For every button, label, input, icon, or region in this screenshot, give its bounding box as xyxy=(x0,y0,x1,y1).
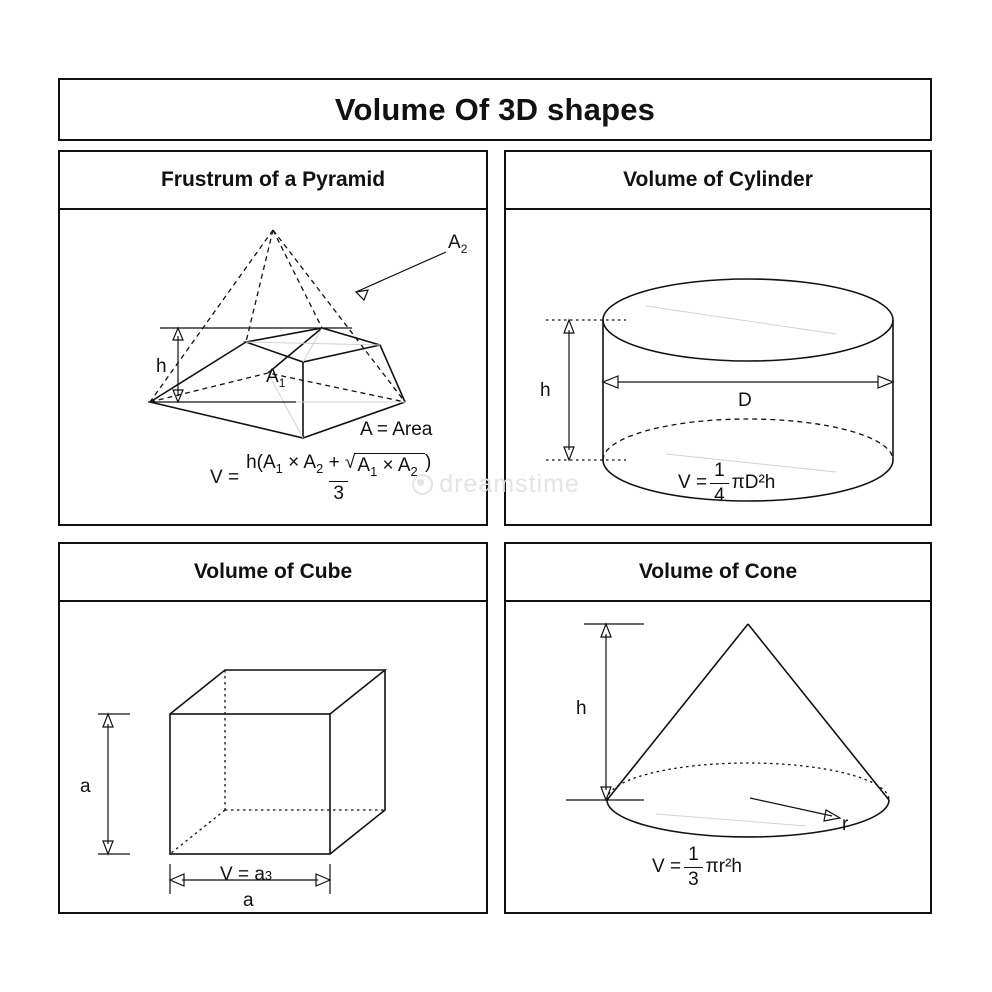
panel-frustum-title: Frustrum of a Pyramid xyxy=(160,168,386,191)
cone-height-label: h xyxy=(576,698,587,719)
cube-diagram xyxy=(60,602,486,912)
frustum-top-area-label: $A_2$ xyxy=(448,232,468,256)
cone-formula-numerator: 1 xyxy=(688,844,699,865)
cone-formula-fraction xyxy=(684,844,703,891)
cone-formula-rhs: πr²h xyxy=(705,856,742,878)
cone-formula-lhs: V = xyxy=(652,856,682,878)
panel-cone-title: Volume of Cone xyxy=(638,560,798,583)
poster-title-box xyxy=(58,78,932,141)
panel-volume-of-cylinder xyxy=(504,150,932,526)
frustum-formula-denominator: 3 xyxy=(329,481,348,505)
cone-formula xyxy=(652,844,742,891)
panel-cylinder-header xyxy=(506,152,930,210)
cylinder-formula-lhs: V = xyxy=(678,472,708,494)
cylinder-formula-rhs: πD²h xyxy=(731,472,776,494)
frustum-area-note: A = Area xyxy=(360,419,433,440)
panel-frustum-body xyxy=(60,210,486,524)
cylinder-formula-denominator: 4 xyxy=(710,483,729,507)
panel-frustum-header xyxy=(60,152,486,210)
cylinder-formula-numerator: 1 xyxy=(714,460,725,481)
cube-side-horizontal-label: a xyxy=(243,890,254,911)
panel-cylinder-title: Volume of Cylinder xyxy=(623,168,813,191)
cube-formula xyxy=(220,864,272,886)
panel-volume-of-cube xyxy=(58,542,488,914)
cube-formula-text: V = a xyxy=(220,864,265,885)
cube-side-vertical-label: a xyxy=(80,776,91,797)
frustum-formula-numerator: $h(A_1 \times A_2$ + √ $A_1 \times A_2$ ) xyxy=(246,452,432,479)
cylinder-formula xyxy=(678,460,775,507)
panel-volume-of-cone xyxy=(504,542,932,914)
panel-cube-header xyxy=(60,544,486,602)
frustum-height-label: h xyxy=(156,356,167,377)
frustum-formula xyxy=(210,452,438,505)
panel-frustum-of-a-pyramid xyxy=(58,150,488,526)
cylinder-formula-fraction xyxy=(710,460,729,507)
frustum-bottom-area-label: $A_1$ xyxy=(266,366,286,390)
panel-cone-header xyxy=(506,544,930,602)
frustum-formula-lhs: V = xyxy=(210,467,240,489)
cone-radius-label: r xyxy=(842,814,849,835)
cube-formula-exponent: 3 xyxy=(264,867,273,883)
panel-cube-body xyxy=(60,602,486,912)
panel-cone-body xyxy=(506,602,930,912)
panel-cube-title: Volume of Cube xyxy=(193,560,353,583)
cylinder-height-label: h xyxy=(540,380,551,401)
page-title: Volume Of 3D shapes xyxy=(334,91,656,127)
watermark-text: dreamstime xyxy=(439,470,580,498)
panel-cylinder-body xyxy=(506,210,930,524)
cone-formula-denominator: 3 xyxy=(684,867,703,891)
frustum-formula-fraction xyxy=(242,452,435,505)
cylinder-diameter-label: D xyxy=(738,390,752,411)
